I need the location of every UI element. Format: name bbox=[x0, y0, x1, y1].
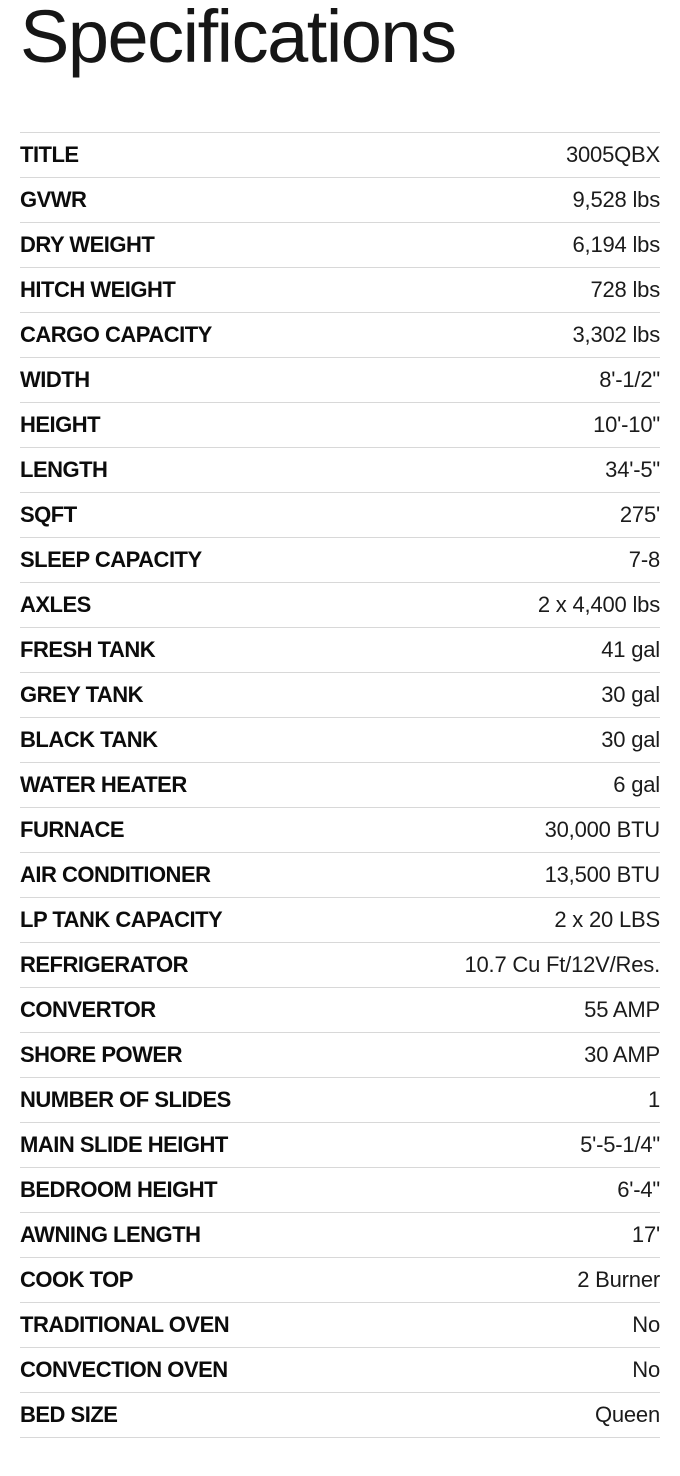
spec-value: 728 lbs bbox=[590, 277, 660, 302]
spec-row bbox=[20, 1033, 660, 1078]
spec-value: No bbox=[632, 1312, 660, 1337]
spec-label: WIDTH bbox=[20, 367, 90, 392]
spec-label: GVWR bbox=[20, 187, 87, 212]
spec-label: CONVERTOR bbox=[20, 997, 156, 1022]
spec-label: GREY TANK bbox=[20, 682, 144, 707]
spec-value: 3,302 lbs bbox=[572, 322, 660, 347]
spec-row bbox=[20, 223, 660, 268]
spec-value: 6,194 lbs bbox=[572, 232, 660, 257]
spec-value: 2 Burner bbox=[577, 1267, 660, 1292]
spec-row bbox=[20, 493, 660, 538]
spec-label: SLEEP CAPACITY bbox=[20, 547, 202, 572]
spec-label: HEIGHT bbox=[20, 412, 101, 437]
spec-label: FURNACE bbox=[20, 817, 125, 842]
spec-value: Queen bbox=[594, 1402, 660, 1427]
spec-row bbox=[20, 1303, 660, 1348]
spec-row bbox=[20, 583, 660, 628]
spec-value: 275' bbox=[619, 502, 660, 527]
spec-label: AIR CONDITIONER bbox=[20, 862, 211, 887]
spec-value: 30,000 BTU bbox=[544, 817, 660, 842]
spec-value: 8'-1/2" bbox=[599, 367, 660, 392]
spec-value: 30 gal bbox=[601, 682, 660, 707]
spec-row bbox=[20, 1123, 660, 1168]
spec-value: 30 gal bbox=[601, 727, 660, 752]
spec-value: No bbox=[632, 1357, 660, 1382]
spec-label: REFRIGERATOR bbox=[20, 952, 188, 977]
spec-label: DRY WEIGHT bbox=[20, 232, 155, 257]
spec-value: 1 bbox=[647, 1087, 660, 1112]
spec-row bbox=[20, 808, 660, 853]
spec-row bbox=[20, 268, 660, 313]
spec-value: 5'-5-1/4" bbox=[580, 1132, 660, 1157]
spec-label: BEDROOM HEIGHT bbox=[20, 1177, 218, 1202]
spec-label: MAIN SLIDE HEIGHT bbox=[20, 1132, 228, 1157]
spec-row bbox=[20, 988, 660, 1033]
spec-label: BLACK TANK bbox=[20, 727, 158, 752]
spec-value: 2 x 4,400 lbs bbox=[537, 592, 660, 617]
spec-row bbox=[20, 1258, 660, 1303]
spec-label: CARGO CAPACITY bbox=[20, 322, 212, 347]
spec-label: NUMBER OF SLIDES bbox=[20, 1087, 231, 1112]
specifications-table bbox=[20, 132, 660, 1438]
spec-row bbox=[20, 313, 660, 358]
spec-value: 13,500 BTU bbox=[544, 862, 660, 887]
spec-label: FRESH TANK bbox=[20, 637, 156, 662]
spec-label: TRADITIONAL OVEN bbox=[20, 1312, 230, 1337]
spec-label: SHORE POWER bbox=[20, 1042, 182, 1067]
spec-label: COOK TOP bbox=[20, 1267, 133, 1292]
spec-value: 2 x 20 LBS bbox=[554, 907, 660, 932]
spec-row bbox=[20, 448, 660, 493]
spec-label: AWNING LENGTH bbox=[20, 1222, 201, 1247]
spec-row bbox=[20, 853, 660, 898]
spec-row bbox=[20, 1393, 660, 1438]
spec-row bbox=[20, 898, 660, 943]
spec-value: 6 gal bbox=[613, 772, 660, 797]
spec-value: 10.7 Cu Ft/12V/Res. bbox=[464, 952, 660, 977]
spec-value: 34'-5" bbox=[605, 457, 660, 482]
spec-value: 41 gal bbox=[601, 637, 660, 662]
spec-label: AXLES bbox=[20, 592, 91, 617]
spec-label: LP TANK CAPACITY bbox=[20, 907, 223, 932]
spec-row bbox=[20, 538, 660, 583]
spec-row bbox=[20, 763, 660, 808]
spec-value: 55 AMP bbox=[584, 997, 660, 1022]
spec-row bbox=[20, 628, 660, 673]
spec-label: TITLE bbox=[20, 142, 79, 167]
spec-row bbox=[20, 718, 660, 763]
spec-row bbox=[20, 943, 660, 988]
spec-label: BED SIZE bbox=[20, 1402, 118, 1427]
spec-value: 10'-10" bbox=[593, 412, 660, 437]
spec-value: 7-8 bbox=[628, 547, 660, 572]
spec-row bbox=[20, 1078, 660, 1123]
spec-row bbox=[20, 1213, 660, 1258]
spec-label: LENGTH bbox=[20, 457, 108, 482]
spec-value: 9,528 lbs bbox=[572, 187, 660, 212]
spec-row bbox=[20, 133, 660, 178]
spec-row bbox=[20, 1348, 660, 1393]
spec-label: WATER HEATER bbox=[20, 772, 187, 797]
spec-value: 30 AMP bbox=[584, 1042, 660, 1067]
spec-label: CONVECTION OVEN bbox=[20, 1357, 228, 1382]
spec-row bbox=[20, 673, 660, 718]
spec-row bbox=[20, 403, 660, 448]
spec-value: 3005QBX bbox=[565, 142, 660, 167]
spec-row bbox=[20, 358, 660, 403]
spec-value: 6'-4" bbox=[617, 1177, 660, 1202]
spec-row bbox=[20, 178, 660, 223]
spec-row bbox=[20, 1168, 660, 1213]
spec-value: 17' bbox=[631, 1222, 660, 1247]
spec-label: HITCH WEIGHT bbox=[20, 277, 176, 302]
spec-label: SQFT bbox=[20, 502, 77, 527]
page-title: Specifications bbox=[20, 0, 456, 78]
